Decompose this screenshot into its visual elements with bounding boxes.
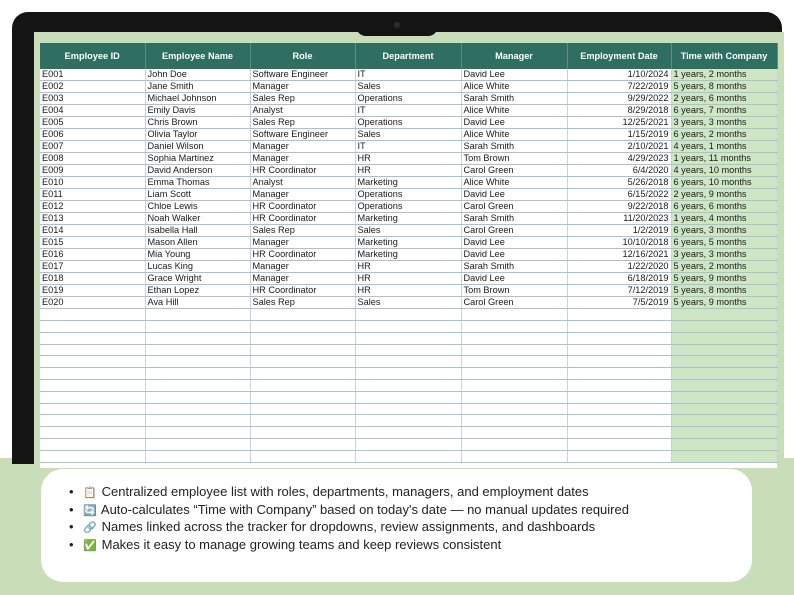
cell-role[interactable]: Manager bbox=[250, 261, 355, 273]
cell-department[interactable]: Marketing bbox=[355, 213, 461, 225]
cell-employee-id[interactable]: E017 bbox=[40, 261, 145, 273]
cell-employment-date[interactable]: 10/10/2018 bbox=[567, 237, 671, 249]
cell-manager[interactable]: David Lee bbox=[461, 273, 567, 285]
cell-manager[interactable] bbox=[461, 368, 567, 380]
empty-row bbox=[40, 403, 777, 415]
cell-time-with-company[interactable] bbox=[671, 321, 777, 333]
cell-employee-id[interactable]: E010 bbox=[40, 177, 145, 189]
cell-time-with-company[interactable] bbox=[671, 344, 777, 356]
cell-manager[interactable]: Sarah Smith bbox=[461, 141, 567, 153]
cell-department[interactable]: Sales bbox=[355, 297, 461, 309]
cell-employment-date[interactable] bbox=[567, 344, 671, 356]
cell-manager[interactable]: Alice White bbox=[461, 177, 567, 189]
cell-employee-name[interactable] bbox=[145, 332, 250, 344]
cell-manager[interactable]: Carol Green bbox=[461, 165, 567, 177]
cell-department[interactable] bbox=[355, 415, 461, 427]
link-icon: 🔗 bbox=[83, 522, 97, 535]
feature-item bbox=[69, 483, 629, 501]
cell-department[interactable] bbox=[355, 332, 461, 344]
cell-employee-name[interactable]: Grace Wright bbox=[145, 273, 250, 285]
cell-department[interactable]: HR bbox=[355, 165, 461, 177]
column-header-manager[interactable]: Manager bbox=[461, 43, 567, 69]
cell-employment-date[interactable]: 12/16/2021 bbox=[567, 249, 671, 261]
cell-employee-name[interactable]: Liam Scott bbox=[145, 189, 250, 201]
cell-role[interactable] bbox=[250, 439, 355, 451]
table-row bbox=[40, 189, 777, 201]
column-header-role[interactable]: Role bbox=[250, 43, 355, 69]
cell-manager[interactable]: Sarah Smith bbox=[461, 213, 567, 225]
cell-role[interactable] bbox=[250, 344, 355, 356]
column-header-department[interactable]: Department bbox=[355, 43, 461, 69]
cell-employee-id[interactable]: E014 bbox=[40, 225, 145, 237]
cell-department[interactable] bbox=[355, 450, 461, 462]
cell-employee-name[interactable] bbox=[145, 344, 250, 356]
cell-role[interactable] bbox=[250, 368, 355, 380]
cell-department[interactable] bbox=[355, 391, 461, 403]
cell-manager[interactable] bbox=[461, 439, 567, 451]
cell-role[interactable]: Software Engineer bbox=[250, 129, 355, 141]
cell-employment-date[interactable] bbox=[567, 321, 671, 333]
cell-manager[interactable]: Sarah Smith bbox=[461, 93, 567, 105]
cell-role[interactable]: Sales Rep bbox=[250, 117, 355, 129]
cell-role[interactable] bbox=[250, 380, 355, 392]
cell-employee-id[interactable]: E013 bbox=[40, 213, 145, 225]
cell-role[interactable]: Manager bbox=[250, 141, 355, 153]
cell-employee-name[interactable] bbox=[145, 427, 250, 439]
cell-employment-date[interactable] bbox=[567, 332, 671, 344]
cell-manager[interactable]: Alice White bbox=[461, 129, 567, 141]
cell-employment-date[interactable]: 7/22/2019 bbox=[567, 81, 671, 93]
cell-time-with-company[interactable]: 3 years, 3 months bbox=[671, 117, 777, 129]
cell-employee-name[interactable]: Jane Smith bbox=[145, 81, 250, 93]
cell-time-with-company[interactable] bbox=[671, 450, 777, 462]
cell-time-with-company[interactable]: 6 years, 5 months bbox=[671, 237, 777, 249]
cell-department[interactable] bbox=[355, 439, 461, 451]
cell-employee-name[interactable]: Sophia Martinez bbox=[145, 153, 250, 165]
cell-employment-date[interactable] bbox=[567, 450, 671, 462]
cell-role[interactable]: HR Coordinator bbox=[250, 165, 355, 177]
cell-role[interactable] bbox=[250, 309, 355, 321]
empty-row bbox=[40, 439, 777, 451]
cell-time-with-company[interactable]: 5 years, 8 months bbox=[671, 285, 777, 297]
empty-row bbox=[40, 391, 777, 403]
cell-employee-name[interactable] bbox=[145, 380, 250, 392]
cell-employee-id[interactable]: E006 bbox=[40, 129, 145, 141]
cell-employee-name[interactable]: Mia Young bbox=[145, 249, 250, 261]
cell-employee-id[interactable] bbox=[40, 450, 145, 462]
cell-employee-name[interactable]: Ethan Lopez bbox=[145, 285, 250, 297]
column-header-employee-id[interactable]: Employee ID bbox=[40, 43, 145, 69]
feature-card bbox=[41, 469, 752, 582]
cell-manager[interactable]: David Lee bbox=[461, 69, 567, 81]
cell-employee-id[interactable]: E004 bbox=[40, 105, 145, 117]
feature-list bbox=[69, 483, 629, 553]
cell-department[interactable]: Marketing bbox=[355, 249, 461, 261]
cell-employee-id[interactable] bbox=[40, 439, 145, 451]
cell-department[interactable]: Operations bbox=[355, 201, 461, 213]
cell-time-with-company[interactable] bbox=[671, 415, 777, 427]
cell-employee-name[interactable] bbox=[145, 439, 250, 451]
cell-employee-name[interactable]: Noah Walker bbox=[145, 213, 250, 225]
feature-item bbox=[69, 518, 629, 536]
table-row bbox=[40, 237, 777, 249]
cell-employment-date[interactable]: 6/18/2019 bbox=[567, 273, 671, 285]
cell-employment-date[interactable]: 7/5/2019 bbox=[567, 297, 671, 309]
header-row bbox=[40, 43, 777, 69]
cell-employee-id[interactable]: E001 bbox=[40, 69, 145, 81]
check-icon: ✅ bbox=[83, 539, 97, 552]
cell-role[interactable] bbox=[250, 450, 355, 462]
cell-role[interactable]: HR Coordinator bbox=[250, 285, 355, 297]
cell-employee-id[interactable] bbox=[40, 427, 145, 439]
table-row bbox=[40, 213, 777, 225]
cell-manager[interactable] bbox=[461, 344, 567, 356]
cell-manager[interactable] bbox=[461, 391, 567, 403]
cell-department[interactable]: Operations bbox=[355, 117, 461, 129]
cell-employee-id[interactable]: E002 bbox=[40, 81, 145, 93]
cell-role[interactable]: Manager bbox=[250, 189, 355, 201]
cell-manager[interactable] bbox=[461, 356, 567, 368]
cell-time-with-company[interactable] bbox=[671, 439, 777, 451]
cell-manager[interactable]: David Lee bbox=[461, 189, 567, 201]
cell-time-with-company[interactable] bbox=[671, 391, 777, 403]
cell-employment-date[interactable] bbox=[567, 391, 671, 403]
cell-employee-id[interactable] bbox=[40, 356, 145, 368]
table-row bbox=[40, 117, 777, 129]
cell-manager[interactable] bbox=[461, 380, 567, 392]
cell-role[interactable] bbox=[250, 391, 355, 403]
cell-employment-date[interactable] bbox=[567, 439, 671, 451]
cell-employee-id[interactable]: E008 bbox=[40, 153, 145, 165]
empty-row bbox=[40, 321, 777, 333]
laptop-frame bbox=[12, 12, 782, 464]
cell-employee-name[interactable]: David Anderson bbox=[145, 165, 250, 177]
cell-role[interactable] bbox=[250, 332, 355, 344]
bullet-icon: • bbox=[69, 536, 74, 552]
cell-time-with-company[interactable]: 6 years, 7 months bbox=[671, 105, 777, 117]
cell-time-with-company[interactable] bbox=[671, 368, 777, 380]
cell-manager[interactable]: Tom Brown bbox=[461, 285, 567, 297]
employee-table bbox=[40, 43, 778, 463]
cell-department[interactable]: Sales bbox=[355, 81, 461, 93]
refresh-icon: 🔄 bbox=[83, 504, 97, 517]
cell-role[interactable]: Manager bbox=[250, 237, 355, 249]
cell-employment-date[interactable] bbox=[567, 309, 671, 321]
cell-time-with-company[interactable]: 1 years, 11 months bbox=[671, 153, 777, 165]
table-row bbox=[40, 297, 777, 309]
cell-employee-name[interactable]: Olivia Taylor bbox=[145, 129, 250, 141]
cell-department[interactable] bbox=[355, 344, 461, 356]
cell-role[interactable]: HR Coordinator bbox=[250, 249, 355, 261]
cell-manager[interactable]: Tom Brown bbox=[461, 153, 567, 165]
table-row bbox=[40, 153, 777, 165]
cell-department[interactable]: HR bbox=[355, 273, 461, 285]
cell-time-with-company[interactable] bbox=[671, 403, 777, 415]
cell-department[interactable] bbox=[355, 427, 461, 439]
table-row bbox=[40, 69, 777, 81]
cell-department[interactable]: Sales bbox=[355, 129, 461, 141]
cell-manager[interactable] bbox=[461, 332, 567, 344]
cell-manager[interactable]: David Lee bbox=[461, 249, 567, 261]
cell-role[interactable] bbox=[250, 356, 355, 368]
table-row bbox=[40, 249, 777, 261]
cell-employment-date[interactable]: 1/15/2019 bbox=[567, 129, 671, 141]
cell-department[interactable]: Sales bbox=[355, 225, 461, 237]
bullet-icon: • bbox=[69, 501, 74, 517]
cell-employment-date[interactable] bbox=[567, 403, 671, 415]
clipboard-icon: 📋 bbox=[83, 487, 97, 499]
cell-employee-id[interactable] bbox=[40, 344, 145, 356]
cell-manager[interactable]: Carol Green bbox=[461, 225, 567, 237]
empty-row bbox=[40, 309, 777, 321]
cell-employment-date[interactable]: 12/25/2021 bbox=[567, 117, 671, 129]
cell-department[interactable]: HR bbox=[355, 153, 461, 165]
cell-employee-id[interactable]: E015 bbox=[40, 237, 145, 249]
cell-manager[interactable]: Alice White bbox=[461, 81, 567, 93]
cell-time-with-company[interactable]: 5 years, 2 months bbox=[671, 261, 777, 273]
cell-employee-id[interactable]: E020 bbox=[40, 297, 145, 309]
cell-employment-date[interactable] bbox=[567, 368, 671, 380]
cell-employment-date[interactable]: 8/29/2018 bbox=[567, 105, 671, 117]
cell-department[interactable]: Marketing bbox=[355, 177, 461, 189]
cell-role[interactable] bbox=[250, 321, 355, 333]
cell-role[interactable]: HR Coordinator bbox=[250, 201, 355, 213]
cell-employment-date[interactable]: 6/15/2022 bbox=[567, 189, 671, 201]
cell-time-with-company[interactable]: 4 years, 1 months bbox=[671, 141, 777, 153]
cell-time-with-company[interactable]: 1 years, 4 months bbox=[671, 213, 777, 225]
cell-department[interactable]: HR bbox=[355, 285, 461, 297]
feature-item bbox=[69, 501, 629, 519]
cell-employee-name[interactable]: Lucas King bbox=[145, 261, 250, 273]
table-body bbox=[40, 69, 777, 462]
cell-employee-name[interactable] bbox=[145, 415, 250, 427]
cell-employee-name[interactable] bbox=[145, 450, 250, 462]
cell-employee-id[interactable]: E011 bbox=[40, 189, 145, 201]
cell-manager[interactable]: David Lee bbox=[461, 237, 567, 249]
cell-employee-name[interactable]: Ava Hill bbox=[145, 297, 250, 309]
cell-manager[interactable]: Sarah Smith bbox=[461, 261, 567, 273]
laptop-screen bbox=[34, 32, 784, 468]
table-row bbox=[40, 129, 777, 141]
cell-department[interactable] bbox=[355, 403, 461, 415]
cell-role[interactable]: Analyst bbox=[250, 177, 355, 189]
cell-employment-date[interactable]: 2/10/2021 bbox=[567, 141, 671, 153]
cell-employment-date[interactable]: 7/12/2019 bbox=[567, 285, 671, 297]
cell-role[interactable]: Analyst bbox=[250, 105, 355, 117]
cell-role[interactable]: HR Coordinator bbox=[250, 213, 355, 225]
cell-employee-name[interactable]: Mason Allen bbox=[145, 237, 250, 249]
cell-department[interactable] bbox=[355, 321, 461, 333]
cell-role[interactable]: Manager bbox=[250, 153, 355, 165]
cell-time-with-company[interactable]: 2 years, 9 months bbox=[671, 189, 777, 201]
column-header-employee-name[interactable]: Employee Name bbox=[145, 43, 250, 69]
cell-employee-name[interactable]: Daniel Wilson bbox=[145, 141, 250, 153]
empty-row bbox=[40, 344, 777, 356]
empty-row bbox=[40, 332, 777, 344]
cell-role[interactable] bbox=[250, 427, 355, 439]
empty-row bbox=[40, 427, 777, 439]
cell-role[interactable]: Sales Rep bbox=[250, 225, 355, 237]
cell-employee-name[interactable] bbox=[145, 391, 250, 403]
cell-employee-id[interactable] bbox=[40, 391, 145, 403]
camera-icon bbox=[394, 22, 400, 28]
cell-time-with-company[interactable]: 6 years, 6 months bbox=[671, 201, 777, 213]
empty-row bbox=[40, 415, 777, 427]
cell-time-with-company[interactable]: 3 years, 3 months bbox=[671, 249, 777, 261]
empty-row bbox=[40, 356, 777, 368]
cell-department[interactable]: Marketing bbox=[355, 237, 461, 249]
cell-employee-id[interactable]: E007 bbox=[40, 141, 145, 153]
cell-employee-id[interactable] bbox=[40, 380, 145, 392]
cell-employee-id[interactable]: E012 bbox=[40, 201, 145, 213]
cell-manager[interactable]: Carol Green bbox=[461, 201, 567, 213]
cell-employee-name[interactable]: John Doe bbox=[145, 69, 250, 81]
cell-department[interactable] bbox=[355, 309, 461, 321]
cell-employment-date[interactable] bbox=[567, 356, 671, 368]
cell-employment-date[interactable] bbox=[567, 415, 671, 427]
cell-employment-date[interactable] bbox=[567, 427, 671, 439]
table-row bbox=[40, 165, 777, 177]
cell-department[interactable] bbox=[355, 368, 461, 380]
cell-employment-date[interactable]: 1/10/2024 bbox=[567, 69, 671, 81]
cell-employee-id[interactable] bbox=[40, 309, 145, 321]
cell-employee-id[interactable] bbox=[40, 321, 145, 333]
cell-employee-id[interactable]: E003 bbox=[40, 93, 145, 105]
table-row bbox=[40, 93, 777, 105]
table-row bbox=[40, 261, 777, 273]
cell-employee-id[interactable]: E005 bbox=[40, 117, 145, 129]
bullet-icon: • bbox=[69, 519, 74, 535]
cell-employee-name[interactable]: Chris Brown bbox=[145, 117, 250, 129]
cell-employee-id[interactable] bbox=[40, 332, 145, 344]
cell-manager[interactable] bbox=[461, 450, 567, 462]
cell-employee-id[interactable]: E016 bbox=[40, 249, 145, 261]
cell-employee-name[interactable] bbox=[145, 368, 250, 380]
cell-department[interactable]: IT bbox=[355, 105, 461, 117]
feature-text: Makes it easy to manage growing teams and keep reviews consistent bbox=[101, 536, 502, 552]
cell-time-with-company[interactable] bbox=[671, 380, 777, 392]
cell-manager[interactable] bbox=[461, 321, 567, 333]
table-row bbox=[40, 201, 777, 213]
cell-time-with-company[interactable] bbox=[671, 427, 777, 439]
table-row bbox=[40, 273, 777, 285]
empty-row bbox=[40, 368, 777, 380]
feature-text: Centralized employee list with roles, departments, managers, and employment dates bbox=[101, 484, 589, 499]
cell-employee-name[interactable]: Emily Davis bbox=[145, 105, 250, 117]
empty-row bbox=[40, 380, 777, 392]
cell-role[interactable] bbox=[250, 403, 355, 415]
cell-employee-name[interactable]: Chloe Lewis bbox=[145, 201, 250, 213]
cell-employment-date[interactable]: 9/29/2022 bbox=[567, 93, 671, 105]
cell-employment-date[interactable]: 9/22/2018 bbox=[567, 201, 671, 213]
cell-employee-name[interactable]: Emma Thomas bbox=[145, 177, 250, 189]
cell-department[interactable]: Operations bbox=[355, 93, 461, 105]
cell-role[interactable]: Sales Rep bbox=[250, 93, 355, 105]
table-row bbox=[40, 285, 777, 297]
cell-manager[interactable] bbox=[461, 427, 567, 439]
cell-department[interactable]: IT bbox=[355, 69, 461, 81]
cell-employee-name[interactable] bbox=[145, 321, 250, 333]
cell-employee-id[interactable]: E019 bbox=[40, 285, 145, 297]
cell-employee-name[interactable]: Isabella Hall bbox=[145, 225, 250, 237]
cell-time-with-company[interactable]: 5 years, 9 months bbox=[671, 297, 777, 309]
cell-manager[interactable]: Alice White bbox=[461, 105, 567, 117]
cell-employee-id[interactable]: E009 bbox=[40, 165, 145, 177]
feature-text: Auto-calculates “Time with Company” based on today's date — no manual updates required bbox=[100, 501, 629, 517]
cell-employment-date[interactable]: 6/4/2020 bbox=[567, 165, 671, 177]
cell-employee-name[interactable]: Michael Johnson bbox=[145, 93, 250, 105]
cell-department[interactable]: Operations bbox=[355, 189, 461, 201]
cell-manager[interactable]: David Lee bbox=[461, 117, 567, 129]
cell-time-with-company[interactable]: 1 years, 2 months bbox=[671, 69, 777, 81]
cell-department[interactable]: IT bbox=[355, 141, 461, 153]
cell-department[interactable]: HR bbox=[355, 261, 461, 273]
cell-role[interactable]: Sales Rep bbox=[250, 297, 355, 309]
cell-employment-date[interactable]: 1/22/2020 bbox=[567, 261, 671, 273]
spreadsheet bbox=[40, 43, 777, 468]
cell-employment-date[interactable]: 1/2/2019 bbox=[567, 225, 671, 237]
cell-time-with-company[interactable]: 2 years, 6 months bbox=[671, 93, 777, 105]
cell-employment-date[interactable]: 5/26/2018 bbox=[567, 177, 671, 189]
cell-time-with-company[interactable]: 5 years, 9 months bbox=[671, 273, 777, 285]
column-header-employment-date[interactable]: Employment Date bbox=[567, 43, 671, 69]
cell-department[interactable] bbox=[355, 356, 461, 368]
cell-role[interactable] bbox=[250, 415, 355, 427]
cell-time-with-company[interactable] bbox=[671, 309, 777, 321]
cell-role[interactable]: Manager bbox=[250, 273, 355, 285]
feature-item bbox=[69, 536, 629, 554]
cell-employee-id[interactable] bbox=[40, 415, 145, 427]
cell-role[interactable]: Manager bbox=[250, 81, 355, 93]
cell-employment-date[interactable]: 11/20/2023 bbox=[567, 213, 671, 225]
cell-time-with-company[interactable]: 6 years, 2 months bbox=[671, 129, 777, 141]
cell-manager[interactable]: Carol Green bbox=[461, 297, 567, 309]
cell-manager[interactable] bbox=[461, 309, 567, 321]
cell-time-with-company[interactable]: 6 years, 10 months bbox=[671, 177, 777, 189]
cell-role[interactable]: Software Engineer bbox=[250, 69, 355, 81]
table-row bbox=[40, 105, 777, 117]
cell-manager[interactable] bbox=[461, 415, 567, 427]
cell-time-with-company[interactable] bbox=[671, 332, 777, 344]
feature-text: Names linked across the tracker for dropdowns, review assignments, and dashboards bbox=[101, 519, 596, 535]
cell-time-with-company[interactable] bbox=[671, 356, 777, 368]
empty-row bbox=[40, 450, 777, 462]
cell-employment-date[interactable]: 4/29/2023 bbox=[567, 153, 671, 165]
table-row bbox=[40, 177, 777, 189]
cell-employment-date[interactable] bbox=[567, 380, 671, 392]
cell-employee-id[interactable] bbox=[40, 368, 145, 380]
cell-time-with-company[interactable]: 5 years, 8 months bbox=[671, 81, 777, 93]
table-row bbox=[40, 225, 777, 237]
cell-employee-id[interactable]: E018 bbox=[40, 273, 145, 285]
cell-time-with-company[interactable]: 6 years, 3 months bbox=[671, 225, 777, 237]
bullet-icon: • bbox=[69, 484, 74, 499]
cell-employee-name[interactable] bbox=[145, 403, 250, 415]
cell-time-with-company[interactable]: 4 years, 10 months bbox=[671, 165, 777, 177]
column-header-time-with-company[interactable]: Time with Company bbox=[671, 43, 777, 69]
cell-manager[interactable] bbox=[461, 403, 567, 415]
cell-department[interactable] bbox=[355, 380, 461, 392]
table-row bbox=[40, 141, 777, 153]
cell-employee-name[interactable] bbox=[145, 309, 250, 321]
cell-employee-id[interactable] bbox=[40, 403, 145, 415]
cell-employee-name[interactable] bbox=[145, 356, 250, 368]
table-row bbox=[40, 81, 777, 93]
